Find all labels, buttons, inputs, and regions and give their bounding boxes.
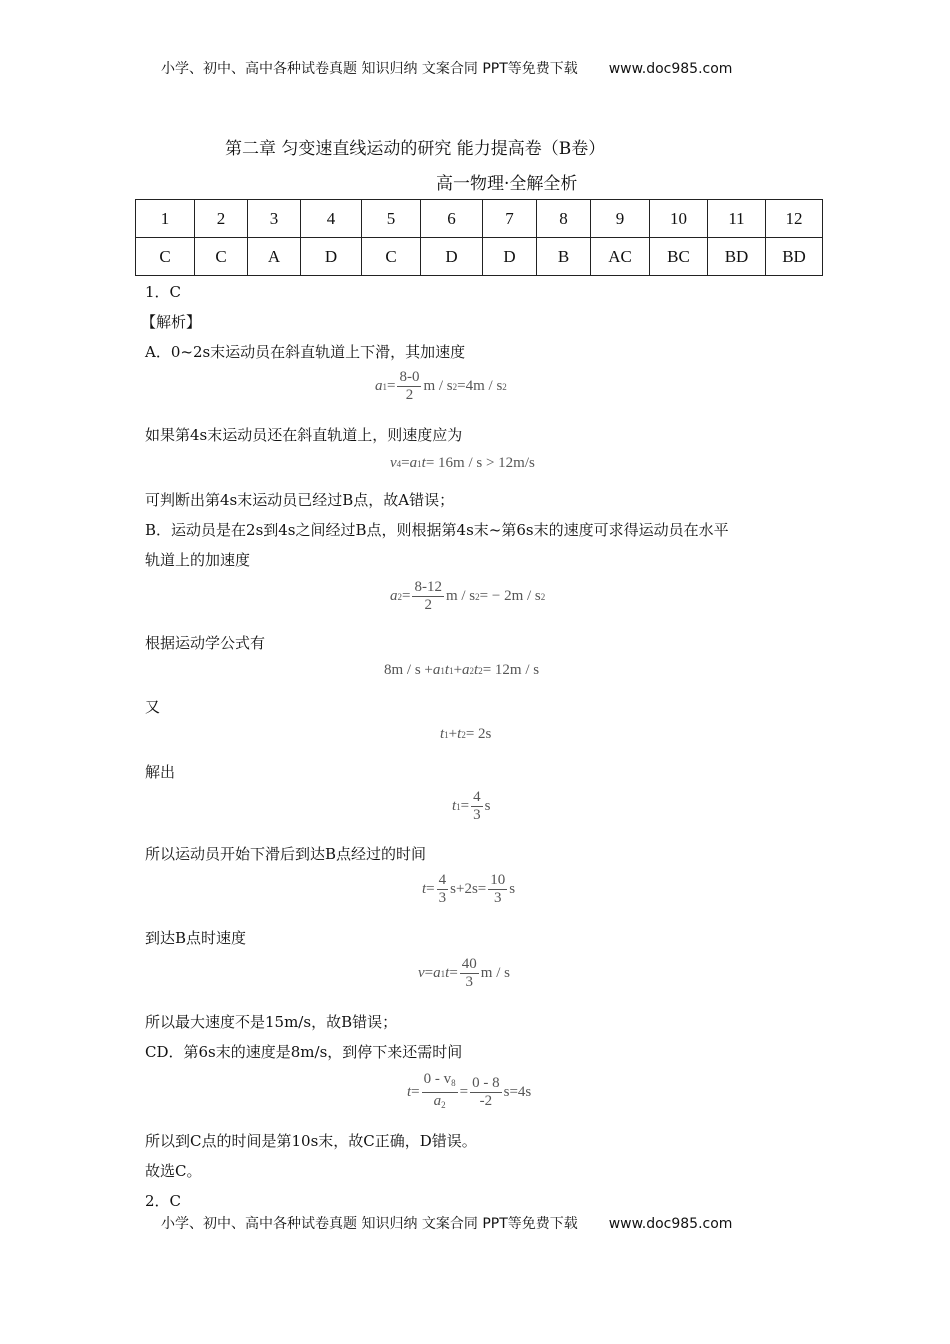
eq-symbol: t	[440, 726, 445, 742]
paragraph: 可判断出第4s末运动员已经过B点，故A错误；	[145, 491, 455, 509]
fraction-numerator: 40	[461, 956, 477, 972]
eq-result: s=4s	[503, 1084, 532, 1100]
fraction-numerator: 8-0	[399, 369, 420, 385]
paragraph: 到达B点时速度	[145, 929, 247, 947]
table-cell: 1	[136, 200, 195, 238]
fraction	[470, 1075, 502, 1110]
eq-subscript: 2	[478, 665, 483, 676]
eq-symbol: t	[452, 798, 457, 814]
eq-result: = 12m / s	[482, 662, 540, 678]
eq-symbol: a	[390, 588, 398, 604]
eq-unit: m / s	[445, 588, 476, 604]
equation-kinematics	[384, 662, 539, 679]
eq-symbol: a	[462, 662, 470, 678]
equation-v	[418, 956, 510, 991]
paragraph: 如果第4s末运动员还在斜直轨道上，则速度应为	[145, 426, 463, 444]
eq-operator: =	[411, 1084, 420, 1100]
eq-subscript: 8	[451, 1078, 456, 1088]
answer-table	[135, 199, 823, 276]
paragraph: 又	[145, 698, 161, 716]
eq-subscript: 1	[440, 665, 445, 676]
table-cell: 5	[362, 200, 421, 238]
paragraph: 所以运动员开始下滑后到达B点经过的时间	[145, 845, 427, 863]
fraction	[412, 579, 444, 614]
eq-subscript: 1	[440, 968, 446, 979]
fraction	[488, 872, 507, 907]
table-cell: BD	[708, 238, 766, 276]
eq-symbol: t	[457, 726, 462, 742]
table-cell: D	[421, 238, 483, 276]
paragraph: 所以最大速度不是15m/s，故B错误；	[145, 1013, 398, 1031]
document-subtitle: 高一物理·全解全析	[436, 174, 578, 194]
eq-unit: m / s	[423, 378, 453, 394]
eq-subscript: 1	[449, 665, 454, 676]
eq-symbol: a	[433, 965, 441, 981]
equation-a2: a 2 = $\frac{8-12}{2}$ m / s 2 = − 2m / s 2	[390, 579, 546, 613]
eq-subscript: 1	[444, 729, 449, 740]
eq-subscript: 1	[417, 458, 422, 469]
table-cell: AC	[591, 238, 650, 276]
eq-symbol: t	[445, 965, 450, 981]
eq-operator: =	[426, 881, 435, 897]
fraction-numerator: 4	[438, 872, 447, 888]
table-cell: 4	[301, 200, 362, 238]
question-1-label: 1．C	[145, 283, 182, 301]
table-cell: A	[248, 238, 301, 276]
table-cell: 3	[248, 200, 301, 238]
fraction-denominator: 3	[465, 974, 474, 990]
eq-subscript: 1	[456, 801, 461, 812]
eq-symbol: t	[444, 662, 450, 678]
eq-result: = − 2m / s	[479, 588, 541, 604]
eq-operator: +	[453, 662, 463, 678]
table-cell: 9	[591, 200, 650, 238]
table-cell: 12	[766, 200, 823, 238]
fraction-numerator: 0 - v	[423, 1071, 452, 1087]
fraction-denominator: -2	[479, 1093, 493, 1109]
eq-symbol: t	[422, 881, 427, 897]
equation-v4	[390, 455, 535, 472]
table-cell: D	[483, 238, 537, 276]
eq-operator: +	[448, 726, 458, 742]
page-footer	[161, 1213, 732, 1233]
eq-operator: =	[459, 1084, 469, 1100]
question-2-label: 2．C	[145, 1192, 182, 1210]
eq-symbol: v	[390, 455, 397, 471]
eq-operator: =	[460, 798, 470, 814]
fraction	[422, 1071, 458, 1114]
eq-subscript: 2	[461, 729, 466, 740]
option-b-text: B．运动员是在2s到4s之间经过B点，则根据第4s末~第6s末的速度可求得运动员在水平	[145, 521, 729, 539]
table-cell: 8	[537, 200, 591, 238]
eq-subscript: 2	[397, 591, 402, 602]
eq-unit: s	[484, 798, 491, 814]
eq-operator: =	[401, 455, 410, 471]
table-cell: 10	[650, 200, 708, 238]
analysis-heading: 【解析】	[141, 313, 202, 331]
eq-unit: s	[509, 881, 516, 897]
fraction-denominator: 2	[405, 387, 414, 403]
fraction-numerator: 10	[490, 872, 506, 888]
table-cell: B	[537, 238, 591, 276]
table-cell: 11	[708, 200, 766, 238]
table-cell: C	[362, 238, 421, 276]
eq-result: =4m / s	[457, 378, 503, 394]
table-cell: BC	[650, 238, 708, 276]
eq-operator: =	[424, 965, 434, 981]
eq-symbol: t	[474, 662, 479, 678]
eq-result: = 16m / s > 12m/s	[425, 455, 535, 471]
footer-text: 小学、初中、高中各种试卷真题 知识归纳 文案合同 PPT等免费下载	[161, 1216, 578, 1232]
paragraph: 轨道上的加速度	[145, 551, 251, 569]
equation-a1: a 1 = $\frac{8-0}{2}$ m / s 2 =4m / s 2	[375, 369, 507, 403]
fraction-denominator: 2	[424, 597, 432, 613]
eq-symbol: t	[421, 455, 426, 471]
paragraph: 根据运动学公式有	[145, 634, 266, 652]
equation-t1	[452, 789, 490, 824]
fraction-numerator: 8-12	[414, 579, 442, 595]
table-cell: 6	[421, 200, 483, 238]
table-cell: C	[195, 238, 248, 276]
fraction-denominator: a	[433, 1093, 442, 1109]
fraction	[397, 369, 421, 404]
eq-symbol: a	[375, 378, 383, 394]
paragraph: 所以到C点的时间是第10s末，故C正确，D错误。	[145, 1132, 477, 1150]
footer-url[interactable]: www.doc985.com	[608, 1216, 733, 1232]
option-a-text: A．0~2s末运动员在斜直轨道上下滑，其加速度	[145, 343, 466, 361]
eq-symbol: t	[407, 1084, 412, 1100]
eq-symbol: a	[432, 662, 441, 678]
eq-unit: m / s	[480, 965, 510, 981]
document-title: 第二章 匀变速直线运动的研究 能力提高卷（B卷）	[225, 139, 606, 159]
fraction-numerator: 0 - 8	[472, 1075, 500, 1091]
fraction	[471, 789, 483, 824]
fraction-numerator: 4	[473, 789, 481, 805]
answer-table-answer-row	[136, 238, 823, 276]
answer-table-number-row	[136, 200, 823, 238]
table-cell: 2	[195, 200, 248, 238]
header-url[interactable]: www.doc985.com	[608, 61, 733, 77]
table-cell: 7	[483, 200, 537, 238]
fraction-denominator: 3	[493, 890, 502, 906]
table-cell: C	[136, 238, 195, 276]
fraction-denominator: 3	[473, 807, 481, 823]
eq-term: 8m / s +	[384, 662, 433, 678]
fraction-denominator: 3	[438, 890, 447, 906]
table-cell: BD	[766, 238, 823, 276]
fraction	[460, 956, 479, 991]
paragraph: 解出	[145, 763, 176, 781]
header-text: 小学、初中、高中各种试卷真题 知识归纳 文案合同 PPT等免费下载	[161, 61, 578, 77]
fraction	[437, 872, 449, 907]
table-cell: D	[301, 238, 362, 276]
option-cd-text: CD．第6s末的速度是8m/s，到停下来还需时间	[145, 1043, 463, 1061]
equation-t-total	[422, 872, 515, 907]
eq-operator: =	[449, 965, 458, 981]
page-header	[161, 58, 732, 78]
equation-t-sum	[440, 726, 491, 743]
equation-stop-time	[407, 1071, 531, 1114]
eq-result: = 2s	[465, 726, 492, 742]
eq-symbol: v	[418, 965, 425, 981]
eq-subscript: 2	[469, 665, 475, 676]
conclusion-text: 故选C。	[145, 1162, 202, 1180]
eq-term: s+2s=	[450, 881, 487, 897]
eq-symbol: a	[409, 455, 418, 471]
eq-subscript: 1	[382, 381, 387, 392]
eq-subscript: 4	[396, 458, 402, 469]
eq-subscript: 2	[441, 1100, 446, 1110]
